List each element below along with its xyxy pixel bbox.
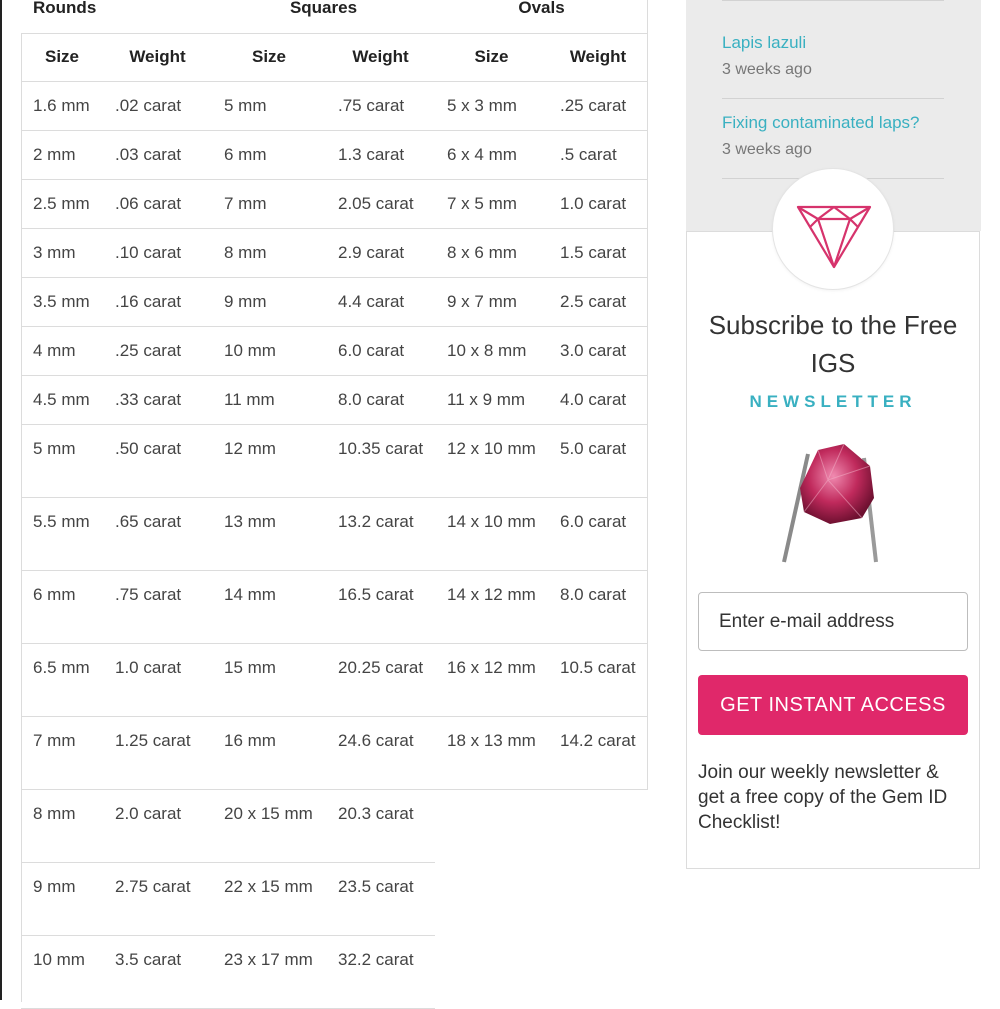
get-instant-access-button[interactable]: GET INSTANT ACCESS [698, 675, 968, 735]
table-cell: 7 mm [33, 731, 76, 750]
table-cell: .25 carat [115, 341, 182, 360]
table-cell: 3.0 carat [560, 341, 627, 360]
table-cell: 8.0 carat [338, 390, 405, 409]
table-cell: 12 mm [224, 439, 276, 458]
table-cell: 15 mm [224, 658, 276, 677]
table-cell: .5 carat [560, 145, 617, 164]
table-cell: 16 mm [224, 731, 276, 750]
table-cell: 4.0 carat [560, 390, 627, 409]
table-row [21, 643, 648, 716]
table-cell: 2.9 carat [338, 243, 405, 262]
table-cell: 2.5 mm [33, 194, 90, 213]
table-cell: 10.35 carat [338, 439, 424, 458]
table-cell: 2.75 carat [115, 877, 191, 896]
table-cell: 20.25 carat [338, 658, 424, 677]
table-cell: 10 x 8 mm [447, 341, 527, 360]
table-cell: 4.4 carat [338, 292, 405, 311]
table-cell: 7 x 5 mm [447, 194, 517, 213]
table-cell: 32.2 carat [338, 950, 414, 969]
table-cell: 11 mm [224, 390, 275, 409]
table-cell: 3.5 mm [33, 292, 90, 311]
table-cell: 6 x 4 mm [447, 145, 517, 164]
table-cell: 8 mm [33, 804, 76, 823]
table-border [21, 33, 22, 1002]
table-cell: 10 mm [224, 341, 276, 360]
table-cell: 16.5 carat [338, 585, 414, 604]
table-cell: 22 x 15 mm [224, 877, 313, 896]
table-row [21, 935, 435, 1008]
column-header: Weight [352, 47, 409, 66]
table-row [21, 179, 648, 228]
newsletter-kicker: NEWSLETTER [749, 392, 917, 411]
table-cell: 9 mm [33, 877, 76, 896]
table-cell: 1.6 mm [33, 96, 90, 115]
table-cell: 9 x 7 mm [447, 292, 517, 311]
column-header: Weight [569, 47, 627, 66]
table-cell: 8.0 carat [560, 585, 627, 604]
table-cell: 12 x 10 mm [447, 439, 536, 458]
table-cell: 4.5 mm [33, 390, 90, 409]
table-cell: .10 carat [115, 243, 182, 262]
table-row [21, 130, 648, 179]
table-cell: 9 mm [224, 292, 267, 311]
table-row [21, 326, 648, 375]
table-cell: .02 carat [115, 96, 182, 115]
table-cell: .33 carat [115, 390, 182, 409]
newsletter-description: Join our weekly newsletter & get a free copy of the Gem ID Checklist! [698, 762, 948, 833]
table-cell: 5 mm [224, 96, 267, 115]
column-header: Weight [129, 47, 186, 66]
table-row [21, 375, 648, 424]
email-input[interactable] [698, 592, 968, 651]
table-cell: 14 x 12 mm [447, 585, 536, 604]
newsletter-title: Subscribe to the Free IGS [708, 310, 958, 378]
table-row [21, 277, 648, 326]
logo-badge [772, 168, 894, 290]
recent-separator [722, 98, 944, 99]
table-cell: 5.0 carat [560, 439, 627, 458]
table-cell: 13 mm [224, 512, 276, 531]
table-cell: 2 mm [33, 145, 76, 164]
table-cell: 16 x 12 mm [447, 658, 536, 677]
table-cell: 5.5 mm [33, 512, 90, 531]
table-cell: 6 mm [33, 585, 76, 604]
table-row [21, 789, 435, 862]
table-cell: 6 mm [224, 145, 267, 164]
table-cell: 6.0 carat [338, 341, 405, 360]
recent-post-time: 3 weeks ago [722, 61, 812, 78]
table-cell: 5 mm [33, 439, 76, 458]
page-left-border [0, 0, 2, 1000]
table-cell: 8 mm [224, 243, 267, 262]
table-cell: 20 x 15 mm [224, 804, 313, 823]
table-cell: 3 mm [33, 243, 76, 262]
group-header: Ovals [518, 0, 565, 17]
table-cell: 14.2 carat [560, 731, 636, 750]
table-row [21, 497, 648, 570]
table-cell: 24.6 carat [338, 731, 414, 750]
table-cell: .03 carat [115, 145, 182, 164]
table-cell: 1.3 carat [338, 145, 405, 164]
group-header: Rounds [33, 0, 97, 17]
table-cell: 7 mm [224, 194, 267, 213]
table-cell: 11 x 9 mm [447, 390, 526, 409]
table-cell: 5 x 3 mm [447, 96, 517, 115]
table-row [21, 424, 648, 497]
table-cell: 6.0 carat [560, 512, 627, 531]
table-cell: 18 x 13 mm [447, 731, 536, 750]
table-cell: 4 mm [33, 341, 76, 360]
gem-in-tweezers-image [778, 436, 888, 566]
table-cell: 6.5 mm [33, 658, 90, 677]
recent-post-item[interactable] [722, 113, 944, 159]
table-cell: 10.5 carat [560, 658, 636, 677]
table-cell: .16 carat [115, 292, 182, 311]
recent-post-link[interactable]: Fixing contaminated laps? [722, 113, 920, 132]
diamond-logo-icon [796, 203, 872, 271]
table-border [647, 0, 648, 789]
table-cell: 2.5 carat [560, 292, 627, 311]
table-cell: .25 carat [560, 96, 627, 115]
table-cell: .75 carat [115, 585, 182, 604]
table-cell: 13.2 carat [338, 512, 414, 531]
column-header: Size [474, 47, 509, 66]
table-row [21, 570, 648, 643]
group-header: Squares [289, 0, 358, 17]
table-row [21, 81, 648, 130]
table-cell: 10 mm [33, 950, 85, 969]
table-cell: 2.05 carat [338, 194, 414, 213]
column-header: Size [251, 47, 287, 66]
table-cell: 20.3 carat [338, 804, 414, 823]
table-cell: 3.5 carat [115, 950, 182, 969]
table-cell: 1.0 carat [115, 658, 182, 677]
table-cell: 14 mm [224, 585, 276, 604]
table-cell: 8 x 6 mm [447, 243, 517, 262]
recent-post-time: 3 weeks ago [722, 141, 812, 158]
table-cell: 2.0 carat [115, 804, 182, 823]
table-cell: 14 x 10 mm [447, 512, 536, 531]
table-cell: 23 x 17 mm [224, 950, 313, 969]
table-cell: .65 carat [115, 512, 182, 531]
column-header: Size [44, 47, 80, 66]
table-cell: .50 carat [115, 439, 182, 458]
recent-post-link[interactable]: Lapis lazuli [722, 33, 807, 52]
table-row [21, 716, 648, 789]
recent-post-item[interactable] [722, 33, 944, 79]
table-cell: .06 carat [115, 194, 182, 213]
recent-separator [722, 0, 944, 1]
table-cell: .75 carat [338, 96, 405, 115]
table-row [21, 228, 648, 277]
table-cell: 1.5 carat [560, 243, 627, 262]
table-cell: 1.25 carat [115, 731, 191, 750]
table-cell: 1.0 carat [560, 194, 627, 213]
table-row [21, 862, 435, 935]
table-cell: 23.5 carat [338, 877, 414, 896]
